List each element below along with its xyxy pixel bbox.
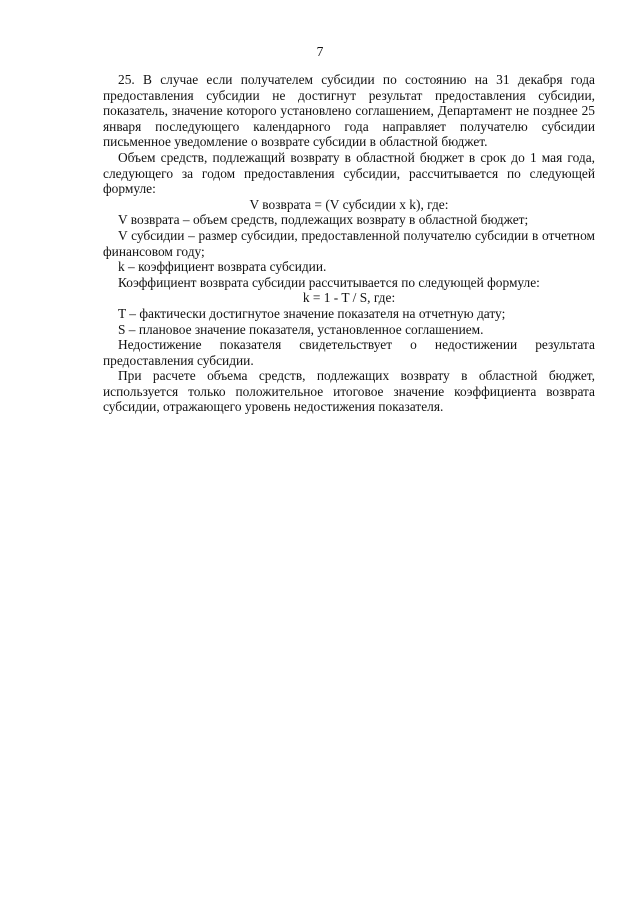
definition-v-return: V возврата – объем средств, подлежащих возврату в областной бюджет; — [118, 212, 529, 228]
paragraph-return-volume-intro: Объем средств, подлежащий возврату в областной бюджет в срок до 1 мая года, следующего за годом предоставления субсидии, рассчитывается по следующей формуле: — [103, 149, 595, 197]
paragraph-coefficient-intro: Коэффициент возврата субсидии рассчитывается по следующей формуле: — [118, 274, 540, 290]
paragraph-non-achievement: Недостижение показателя свидетельствует о недостижении результата предоставления субсидии. — [103, 337, 595, 368]
page-number: 7 — [316, 44, 324, 59]
definition-t: T – фактически достигнутое значение показателя на отчетную дату; — [118, 305, 506, 321]
definition-k: k – коэффициент возврата субсидии. — [118, 259, 327, 275]
formula-return-volume: V возврата = (V субсидии x k), где: — [249, 196, 449, 212]
document-body — [103, 72, 595, 415]
paragraph-positive-value-rule: При расчете объема средств, подлежащих возврату в областной бюджет, используется только положительное итоговое значение коэффициента возврата субсидии, отражающего уровень недостижения показателя. — [103, 368, 595, 415]
definition-v-subsidy: V субсидии – размер субсидии, предоставленной получателю субсидии в отчетном финансовом году; — [103, 227, 595, 259]
formula-coefficient: k = 1 - T / S, где: — [302, 290, 396, 306]
paragraph-subsidy-return-notice: 25. В случае если получателем субсидии по состоянию на 31 декабря года предоставления субсидии не достигнут результат предоставления субсидии, показатель, значение которого установлено соглашением, Департамент не позднее 25 января последующего календарного года направляет получателю субсидии письменное уведомление о возврате субсидии в областной бюджет. — [103, 72, 595, 150]
definition-s: S – плановое значение показателя, установленное соглашением. — [118, 321, 484, 337]
